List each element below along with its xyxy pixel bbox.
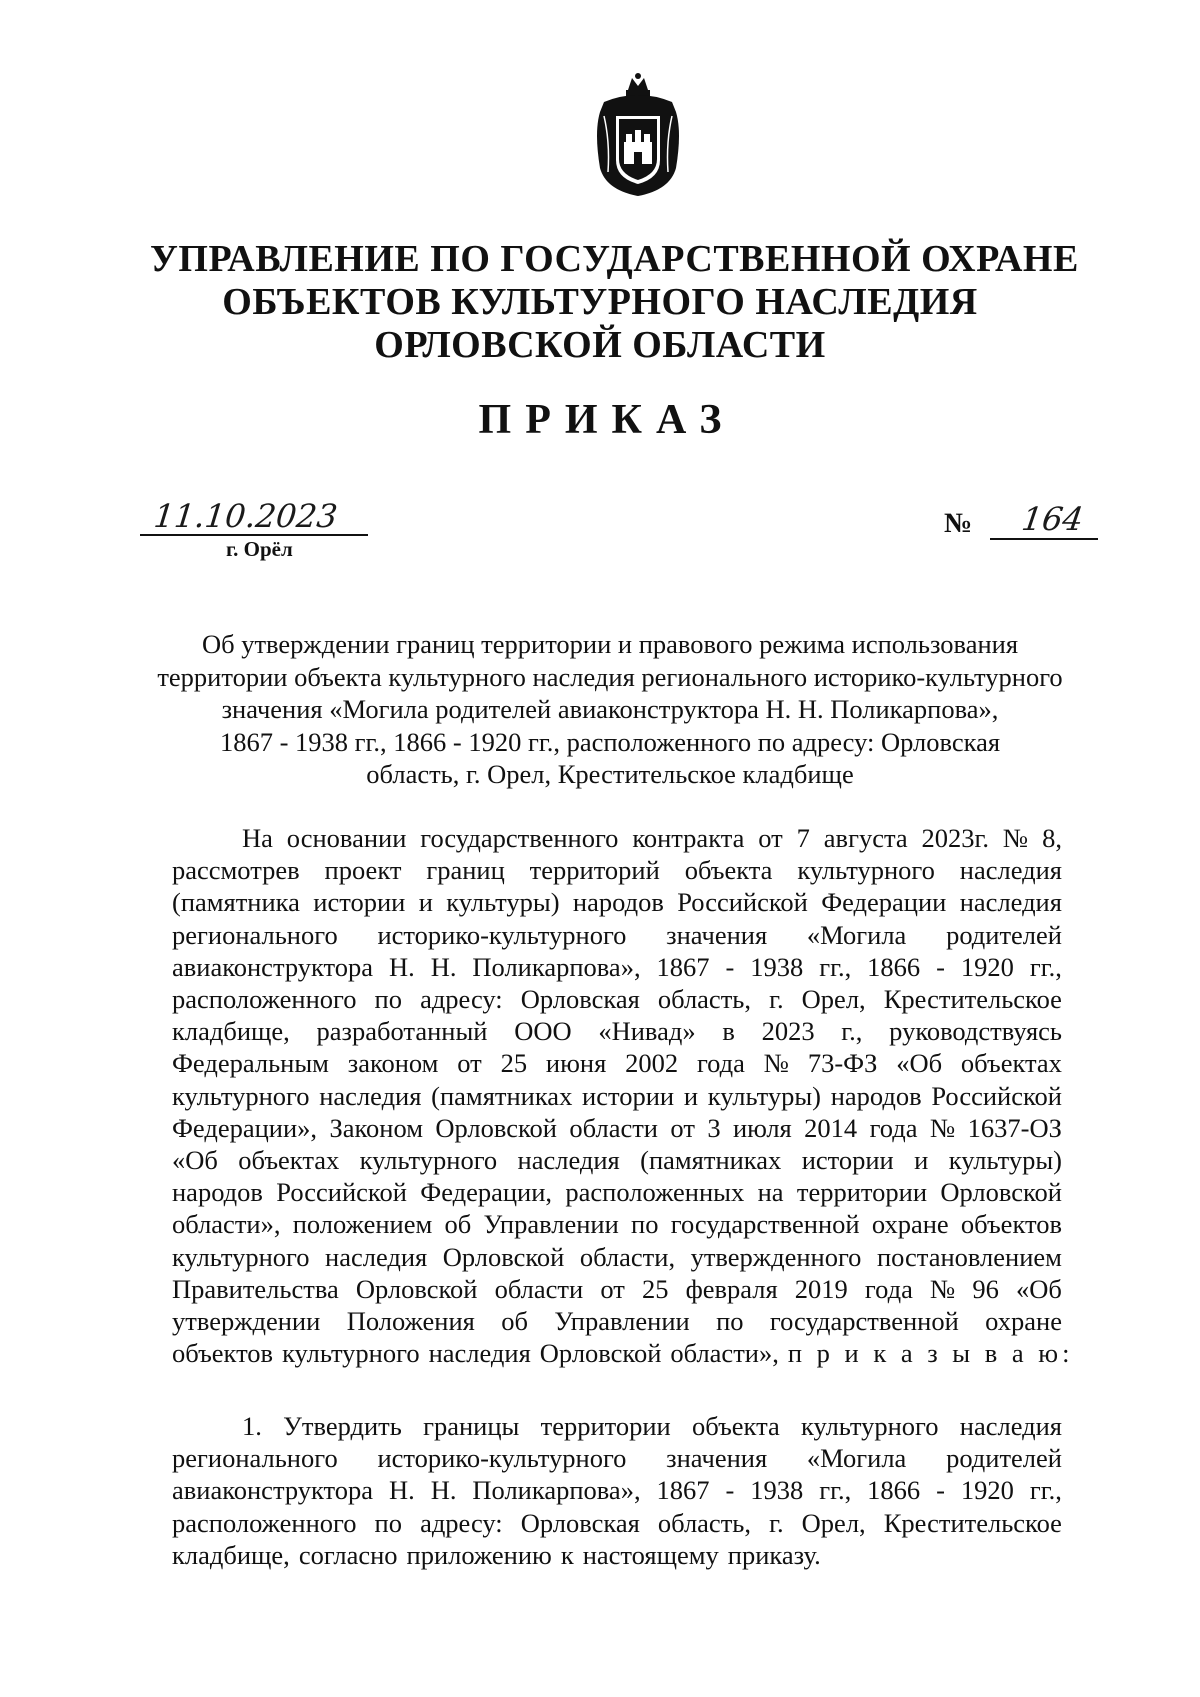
word: проект [324,855,402,886]
word: 8, [1042,823,1062,853]
word: 25 [641,1273,669,1304]
word: положением [292,1209,433,1240]
word: разработанный [316,1016,488,1047]
word: объекта [684,855,773,886]
word: территории [540,1411,671,1441]
word: охране [985,1306,1062,1337]
word: область, [657,1507,751,1538]
word: 1. [242,1411,262,1441]
word: культурного [282,1338,420,1369]
word: культуры) [948,1145,1062,1176]
word: области [569,1112,658,1143]
word: границы [423,1411,520,1441]
word: области, [579,1241,676,1272]
text-line [172,1474,1062,1506]
word: ООО [514,1016,572,1047]
text-line [172,1273,1062,1305]
word: кладбище, [172,1539,290,1570]
word: законом [347,1048,439,1079]
word: государственной [670,1209,860,1240]
word: Законом [329,1112,423,1143]
word: Управлении [483,1209,619,1240]
word: область, [657,984,751,1015]
word: от [670,1112,695,1143]
word: рассмотрев [172,855,300,886]
handwritten-number: 164 [1019,500,1086,538]
word: авиаконструктора [172,1475,374,1506]
word: постановлением [876,1241,1062,1272]
agency-line-3: ОРЛОВСКОЙ ОБЛАСТИ [374,324,826,366]
word: № [1002,823,1029,853]
word: «Об [896,1048,943,1079]
word: - [936,1475,945,1506]
word: Н. [430,951,457,982]
word: (памятниках [431,1080,573,1111]
word: 1920 [960,951,1014,982]
word: наследия [319,1080,422,1111]
agency-title [150,238,1079,367]
text-line [172,1305,1062,1337]
word: согласно [298,1539,398,1570]
word: «Об [172,1145,218,1176]
city-label: г. Орёл [226,537,293,561]
word: истории [801,1145,894,1176]
word: утверждении [172,1306,321,1337]
word: 1637-ОЗ [967,1112,1062,1143]
word: гг., [1029,1475,1062,1506]
word: 2023г. [921,823,990,853]
orel-oblast-coat-of-arms-icon [590,72,686,200]
word: Правительства [172,1273,339,1304]
word: по [716,1306,744,1337]
word: 1866 [867,951,921,982]
word: 1938 [750,951,804,982]
word: Российской [276,1177,407,1208]
word: года [696,1048,745,1079]
word: наследия [959,855,1062,886]
word: Управлении [554,1306,690,1337]
word: к [560,1539,574,1570]
word: адресу: [420,984,503,1015]
word: родителей [946,1443,1062,1474]
word: об [501,1306,528,1337]
word: Федерации, [420,1177,553,1208]
word: г. [769,1507,784,1538]
word: Крестительское [883,984,1062,1015]
subject-line: территории объекта культурного наследия регионального историко-культурного [157,661,1063,692]
word: по [374,1507,402,1538]
word: 1867 [656,951,710,982]
text-line [172,1080,1062,1112]
word: Федерации [821,887,947,918]
word: регионального [172,1443,338,1474]
word: значения [666,919,768,950]
subject-line: значения «Могила родителей авиаконструктора Н. Н. Поликарпова», [221,694,999,724]
text-line [172,1539,1062,1571]
word: территорий [529,855,660,886]
word: на [757,1177,784,1208]
text-line [172,919,1062,951]
word: и [418,887,433,918]
word: объектах [238,1145,340,1176]
word: «Могила [806,1443,907,1474]
word: - [936,951,945,982]
word: 73-ФЗ [807,1048,878,1079]
word: истории [582,1080,675,1111]
word: Российской [931,1080,1062,1111]
word: государственной [769,1306,959,1337]
word: Федерации», [172,1112,318,1143]
word: Утвердить [283,1411,402,1441]
word: в [722,1016,735,1047]
subject-line: 1867 - 1938 гг., 1866 - 1920 гг., расположенного по адресу: Орловская [219,726,1001,757]
word: от [758,823,783,853]
text-line [172,1410,1062,1442]
word: культурного [172,1241,310,1272]
word: 3 [707,1112,721,1143]
word: Н. [430,1475,457,1506]
word: - [725,1475,735,1506]
word: 25 [500,1048,528,1079]
word: объекта [692,1411,780,1441]
word: области», [670,1338,779,1369]
word: 2023 [761,1016,815,1047]
word: «Могила [806,919,907,950]
word: Орловской [442,1241,565,1272]
word: Поликарпова», [472,951,641,982]
word: историко-культурного [377,919,627,950]
text-line [172,1241,1062,1273]
word: июля [733,1112,792,1143]
word: культурного [172,1080,310,1111]
word: наследия [959,1411,1062,1441]
number-block [944,500,1104,540]
order-clause-1 [172,1410,1062,1571]
word: наследия [959,887,1062,918]
word: значения [666,1443,768,1474]
word: культурного [797,855,935,886]
word: № [930,1273,956,1304]
word: Орловской [940,1177,1062,1208]
word: основании [286,823,407,853]
word: № [929,1112,956,1143]
word: охране [871,1209,949,1240]
word: контракта [632,823,745,853]
agency-line-1: УПРАВЛЕНИЕ ПО ГОСУДАРСТВЕННОЙ ОХРАНЕ [150,238,1079,280]
word: от [600,1273,625,1304]
word: г. [769,984,784,1015]
word: родителей [946,919,1062,950]
word: 1867 [656,1475,710,1506]
word: 1920 [960,1475,1014,1506]
word: № [763,1048,790,1079]
handwritten-date: 11.10.2023 [152,497,340,535]
text-line [172,822,1062,854]
word: июня [545,1048,607,1079]
word: Орловской [355,1273,478,1304]
word: Орел, [801,984,866,1015]
preamble-paragraph [172,822,1074,1369]
word: г., [841,1016,863,1047]
text-line [172,1015,1062,1047]
text-line [172,1112,1062,1144]
word: объектах [960,1048,1062,1079]
word: наследия [325,1241,428,1272]
word: области», [172,1209,281,1240]
word: территории [796,1177,928,1208]
text-line [172,1047,1062,1079]
word: года [864,1273,913,1304]
word: культуры) [707,1080,821,1111]
word: Орловской [539,1338,662,1369]
word: наследия [517,1145,620,1176]
word: адресу: [420,1507,503,1538]
text-line [172,951,1062,983]
word: «Об [1016,1273,1062,1304]
word: по [631,1209,659,1240]
word: руководствуясь [889,1016,1062,1047]
word: (памятника [172,887,300,918]
word: культурного [359,1145,498,1176]
word: наследия [428,1338,531,1369]
word: об [444,1209,472,1240]
word: расположенного [172,1507,357,1538]
word: Орел, [801,1507,866,1538]
word: объектов [960,1209,1062,1240]
text-line [172,983,1062,1015]
text-line [172,1208,1062,1240]
word: «Нивад» [598,1016,696,1047]
word: Поликарпова», [472,1475,641,1506]
word: области [494,1273,584,1304]
text-line [172,886,1062,918]
text-line [172,1442,1062,1474]
text-line [172,1144,1062,1176]
word: года [869,1112,918,1143]
word: 96 [972,1273,999,1304]
text-line [172,854,1062,886]
word: культурного [801,1411,939,1441]
word: народов [830,1080,922,1111]
word: приказу. [727,1539,821,1570]
word: и [683,1080,698,1111]
word: Н. [388,951,415,982]
word: государственного [420,823,619,853]
word: Российской [677,887,808,918]
number-underline [990,538,1098,540]
word: - [725,951,735,982]
order-subject [150,628,1070,791]
word: На [242,823,273,853]
word: 7 [796,823,810,853]
date-block [140,498,370,536]
word: границ [426,855,505,886]
word: приложению [406,1539,552,1570]
word: регионального [172,919,338,950]
word: Орловской [435,1112,557,1143]
word: кладбище, [172,1016,290,1047]
word: объектов [172,1338,274,1369]
word: расположенных [565,1177,745,1208]
word: Крестительское [883,1507,1062,1538]
word: от [457,1048,482,1079]
order-verb: п р и к а з ы в а ю: [787,1338,1074,1369]
document-type-heading: ПРИКАЗ [478,397,736,443]
word: расположенного [172,984,357,1015]
word: народов [572,887,664,918]
word: утвержденного [690,1241,862,1272]
word: и [914,1145,929,1176]
subject-line: Об утверждении границ территории и правового режима использования [201,629,1019,659]
text-line [172,1176,1062,1208]
word: Федеральным [172,1048,329,1079]
word: Орловская [520,984,640,1015]
word: гг., [1029,951,1062,982]
word: историко-культурного [377,1443,627,1474]
subject-line: область, г. Орел, Крестительское кладбище [366,759,854,789]
word: гг., [819,951,852,982]
word: 1866 [867,1475,921,1506]
text-line [172,1337,1074,1369]
word: февраля [685,1273,778,1304]
word: гг., [819,1475,852,1506]
word: Н. [388,1475,415,1506]
word: настоящему [582,1539,719,1570]
word: 2019 [794,1273,848,1304]
word: (памятниках [640,1145,782,1176]
word: по [374,984,402,1015]
text-line [172,1507,1062,1539]
word: августа [823,823,908,853]
word: Положения [346,1306,475,1337]
word: авиаконструктора [172,951,374,982]
word: Орловская [520,1507,640,1538]
word: истории [313,887,406,918]
agency-line-2: ОБЪЕКТОВ КУЛЬТУРНОГО НАСЛЕДИЯ [222,281,978,323]
word: 1938 [750,1475,804,1506]
word: 2014 [804,1112,858,1143]
number-sign: № [944,508,973,539]
word: 2002 [625,1048,679,1079]
word: культуры) [446,887,560,918]
word: народов [172,1177,263,1208]
